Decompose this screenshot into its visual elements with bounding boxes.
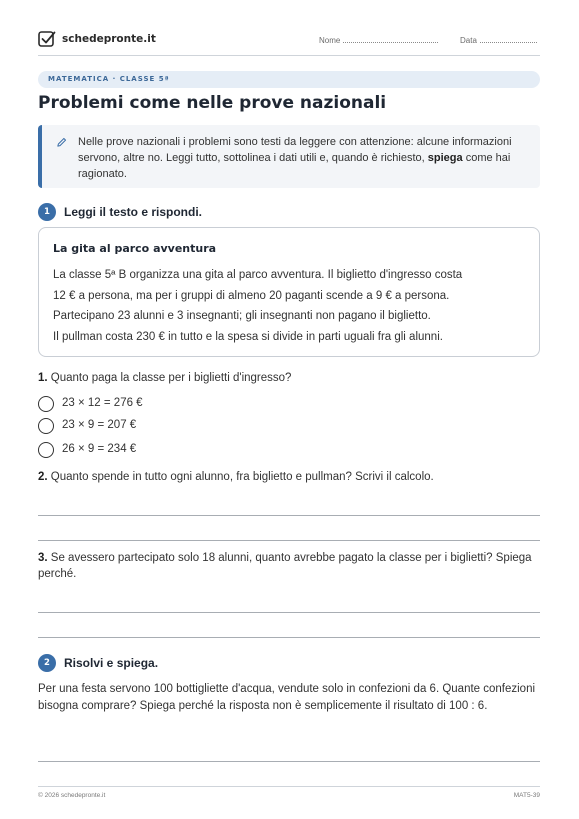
radio-circle[interactable] [38,418,54,434]
story-line: 12 € a persona, ma per i gruppi di almeno 20 paganti scende a 9 € a persona. [53,289,450,302]
question-3: 3. Se avessero partecipato solo 18 alunni, quanto avrebbe pagato la classe per i biglietti? Spiega perché. [38,552,532,580]
section-1-title: Leggi il testo e rispondi. [64,205,203,219]
option-label: 26 × 9 = 234 € [62,443,137,455]
option-label: 23 × 12 = 276 € [62,397,143,409]
radio-circle[interactable] [38,442,54,458]
sheet-code: MAT5-39 [513,792,540,799]
answer-line[interactable] [38,612,540,613]
radio-circle[interactable] [38,396,54,412]
question-1: 1. Quanto paga la classe per i biglietti d'ingresso? [38,372,292,384]
answer-line[interactable] [38,637,540,638]
section-1-badge: 1 [38,203,56,221]
question-2: 2. Quanto spende in tutto ogni alunno, fra biglietto e pullman? Scrivi il calcolo. [38,471,434,483]
page-header [38,30,540,56]
subject-label: MATEMATICA · CLASSE 5ª [48,75,170,83]
section-2-badge: 2 [38,654,56,672]
story-box [38,227,540,357]
answer-line[interactable] [38,540,540,541]
section-2-title: Risolvi e spiega. [64,656,159,670]
site-name: schedepronte.it [62,33,156,45]
page-title: Problemi come nelle prove nazionali [38,93,387,113]
page-footer [38,786,540,799]
name-field[interactable]: Nome [319,35,438,45]
story-line: Partecipano 23 alunni e 3 insegnanti; gli insegnanti non pagano il biglietto. [53,310,431,322]
instruction-note [38,125,540,188]
story-line: La classe 5ª B organizza una gita al parco avventura. Il biglietto d'ingresso costa [53,269,463,281]
pencil-icon [56,137,67,148]
answer-line[interactable] [38,515,540,516]
instruction-text: Nelle prove nazionali i problemi sono testi da leggere con attenzione: alcune informazioni servono, altre no. Leggi tutto, sottolinea i dati utili e, quando è richiesto, spiega come hai ragionato. [78,136,512,180]
story-line: Il pullman costa 230 € in tutto e la spesa si divide in parti uguali fra gli alunni. [53,330,443,343]
answer-line[interactable] [38,761,540,762]
subject-banner [38,71,540,88]
date-field[interactable]: Data [460,35,537,45]
option-label: 23 × 9 = 207 € [62,419,137,431]
story-text [53,265,528,347]
instruction-bold: spiega [427,152,463,164]
checkbox-logo-icon [38,30,56,48]
problem-2-text: Per una festa servono 100 bottigliette d'acqua, vendute solo in confezioni da 6. Quante confezioni bisogna comprare? Spiega perché la risposta non è semplicemente il risultato di 100 : 6. [38,683,536,712]
story-title: La gita al parco avventura [53,242,217,255]
copyright-text: © 2026 schedepronte.it [38,792,106,799]
